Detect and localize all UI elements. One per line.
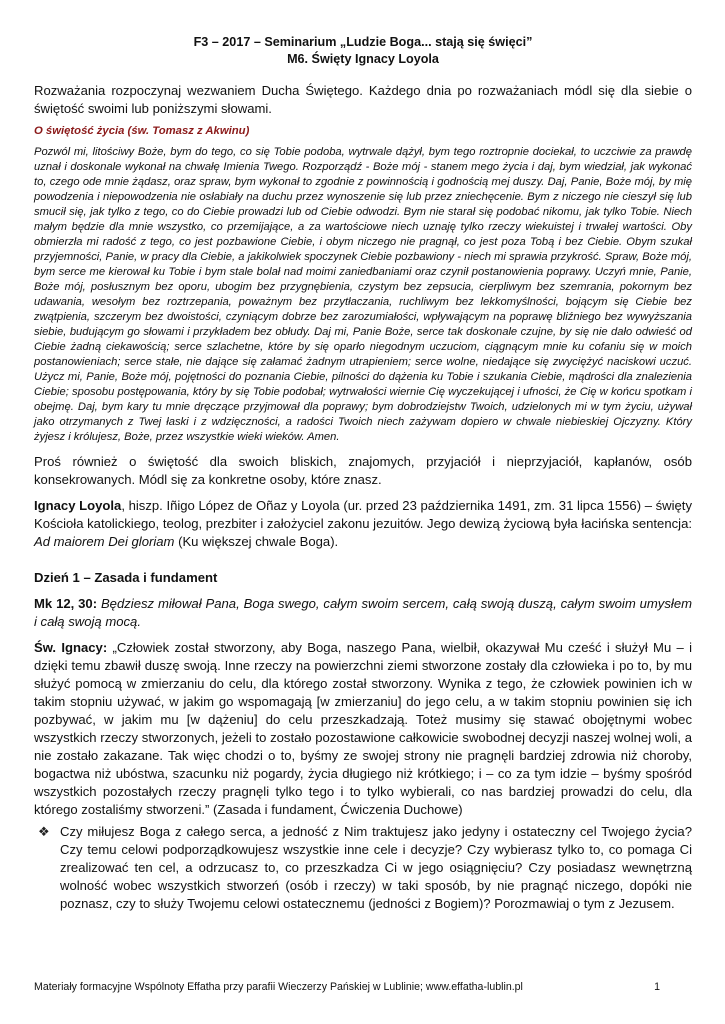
diamond-bullet-icon: ❖ bbox=[38, 824, 50, 839]
prayer-text: Pozwól mi, litościwy Boże, bym do tego, co się Tobie podoba, wytrwale dążył, bym tego roztropnie dociekał, to uczciwie za prawdę uznał i doskonale wykonał na chwałę Imienia Twego. Rozporządź - Boże mój - stanem mego życia i daj, bym wiedział, jak wykonać to, czego ode mnie żądasz, oraz spraw, bym wykonał to zgodnie z powinnością i godnością mej duszy. Daj, Panie, Boże mój, by mię powodzenia i niepowodzenia nie osłabiały na duchu przez wynoszenie się lub przez zniechęcenie. Bym z niczego nie cieszył się lub smucił się, jak tylko z tego, co do Ciebie prowadzi lub od Ciebie odwodzi. Bym nie starał się podobać nikomu, jak tylko Tobie. Niech małym będzie dla mnie wszystko, co przemijające, a za wartościowe niech uznaję tylko rzeczy wiekuistej i trwałej wartości. Oby obmierzła mi radość z tego, co jest pozbawione Ciebie, i obym niczego nie pragnął, co jest poza Tobą i bez Ciebie. Obym szukał przyjemności, Panie, w pracy dla Ciebie, a jakikolwiek spoczynek Ciebie pozbawiony - niech mi sprawia przykrość. Spraw, Boże mój, bym serce me kierował ku Tobie i bym stale bolał nad moimi zaniedbaniami oraz czynił postanowienia poprawy. Uczyń mnie, Panie, Boże mój, posłusznym bez oporu, ubogim bez przygnębienia, czystym bez zepsucia, cierpliwym bez szemrania, pokornym bez udawania, wesołym bez roztrzepania, poważnym bez przytłaczania, ruchliwym bez lekkomyślności, bojącym się Ciebie bez zwątpienia, szczerym bez dwoistości, czyniącym dobrze bez zarozumiałości, wpływającym na poprawę bliźniego bez wywyższania siebie, budującym go słowami i przykładem bez obłudy. Daj mi, Panie Boże, serce tak doskonale czujne, by się nie dało odwieść od Ciebie żadną ciekawością; serce szlachetne, które by się oparło niegodnym uczuciom, ciągnącym mnie ku cofaniu się w moich postanowieniach; serce stałe, nie dające się załamać żadnym utrapieniem; serce wolne, niedające się zwyciężyć naciskowi uczuć. Użycz mi, Panie, Boże mój, pojętności do poznania Ciebie, pilności do dążenia ku Tobie i szukania Ciebie, mądrości dla znalezienia Ciebie; sposobu postępowania, który by się Tobie podobał; wytrwałości wiernie Cię wyczekującej i ufności, że Cię w końcu spotkam i obejmę. Daj, bym kary tu mnie dręczące przyjmował dla poprawy; bym dobrodziejstw Twoich, udzielonych mi w tym życiu, używał jako otrzymanych z Twej łaski i z wdzięczności, a radości Twoich niech zażywam dopiero w chwale niebieskiej Ojczyzny. Który żyjesz i królujesz, Boże, przez wszystkie wieki wieków. Amen. bbox=[34, 146, 692, 443]
scripture-paragraph bbox=[34, 595, 692, 631]
document-page bbox=[34, 34, 692, 913]
bio-motto: Ad maiorem Dei gloriam bbox=[34, 534, 175, 549]
document-title-line-1: F3 – 2017 – Seminarium „Ludzie Boga... stają się święci” bbox=[193, 35, 533, 49]
prayer-title: O świętość życia (św. Tomasz z Akwinu) bbox=[34, 125, 250, 137]
bio-name: Ignacy Loyola bbox=[34, 498, 122, 513]
scripture-reference: Mk 12, 30: bbox=[34, 596, 98, 611]
reflection-question bbox=[34, 823, 692, 913]
scripture-text: Będziesz miłował Pana, Boga swego, całym swoim sercem, całą swoją duszą, całym swoim umysłem i całą swoją mocą. bbox=[34, 596, 693, 629]
bio-motto-translation: (Ku większej chwale Boga). bbox=[174, 534, 339, 549]
intercession-paragraph: Proś również o świętość dla swoich bliskich, znajomych, przyjaciół i nieprzyjaciół, kapłanów, osób konsekrowanych. Módl się za konkretne osoby, które znasz. bbox=[34, 454, 692, 487]
day-heading: Dzień 1 – Zasada i fundament bbox=[34, 570, 218, 585]
bio-text: , hiszp. Iñigo López de Oñaz y Loyola (ur. przed 23 października 1491, zm. 31 lipca 1556) – święty Kościoła katolickiego, teolog, prezbiter i założyciel zakonu jezuitów. Jego dewizą życiową była łacińska sentencja: bbox=[34, 498, 692, 531]
footer-text: Materiały formacyjne Wspólnoty Effatha przy parafii Wieczerzy Pańskiej w Lublinie; www.effatha-lublin.pl bbox=[34, 981, 523, 993]
quote-label: Św. Ignacy: bbox=[34, 640, 108, 655]
intro-paragraph: Rozważania rozpoczynaj wezwaniem Ducha Świętego. Każdego dnia po rozważaniach módl się dla siebie o świętość swoimi lub poniższymi słowami. bbox=[34, 83, 692, 116]
page-number: 1 bbox=[654, 981, 660, 993]
ignatius-quote-paragraph bbox=[34, 639, 692, 819]
page-footer bbox=[34, 980, 692, 994]
biography-paragraph bbox=[34, 497, 692, 551]
quote-text: „Człowiek został stworzony, aby Boga, naszego Pana, wielbił, okazywał Mu cześć i służył Mu – i dzięki temu zbawił duszę swoją. Inne rzeczy na powierzchni ziemi stworzone zostały dla człowieka i po to, by mu służyć pomocą w zmierzaniu do celu, dla którego został stworzony. Wynika z tego, że człowiek powinien ich w takim stopniu używać, w jakim go wspomagają [w zmierzaniu] do jego celu, a w takim stopniu powinien się ich pozbywać, w jakim mu [w dążeniu] do celu przeszkadzają. Toteż musimy się stawać obojętnymi wobec wszystkich rzeczy stworzonych, jeżeli to zostało pozostawione całkowicie swobodnej decyzji naszej wolnej woli, a nie zostało zakazane. Tak więc chodzi o to, byśmy ze swojej strony nie pragnęli bardziej zdrowia niż choroby, bogactwa niż ubóstwa, szacunku niż pogardy, życia długiego niż krótkiego; i – co za tym idzie – byśmy spośród wszystkich pozostałych rzeczy pragnęli tylko tego i to tylko wybierali, co nas bardziej prowadzi do celu, dla którego zostaliśmy stworzeni.” (Zasada i fundament, Ćwiczenia Duchowe) bbox=[34, 640, 692, 817]
document-title-line-2: M6. Święty Ignacy Loyola bbox=[287, 52, 439, 66]
reflection-question-text: Czy miłujesz Boga z całego serca, a jedność z Nim traktujesz jako jedyny i ostateczny cel Twojego życia? Czy temu celowi podporządkowujesz wszystkie inne cele i decyzje? Czy wybierasz tylko to, co pomaga Ci zrealizować ten cel, a odrzucasz to, co przeszkadza Ci w jego osiągnięciu? Czy posiadasz wewnętrzną wolność wobec wszystkich stworzeń (osób i rzeczy) w taki sposób, by nie pragnąć niczego, dopóki nie poznasz, czy to służy Twojemu celowi ostatecznemu (jedności z Bogiem)? Porozmawiaj o tym z Jezusem. bbox=[60, 824, 692, 911]
